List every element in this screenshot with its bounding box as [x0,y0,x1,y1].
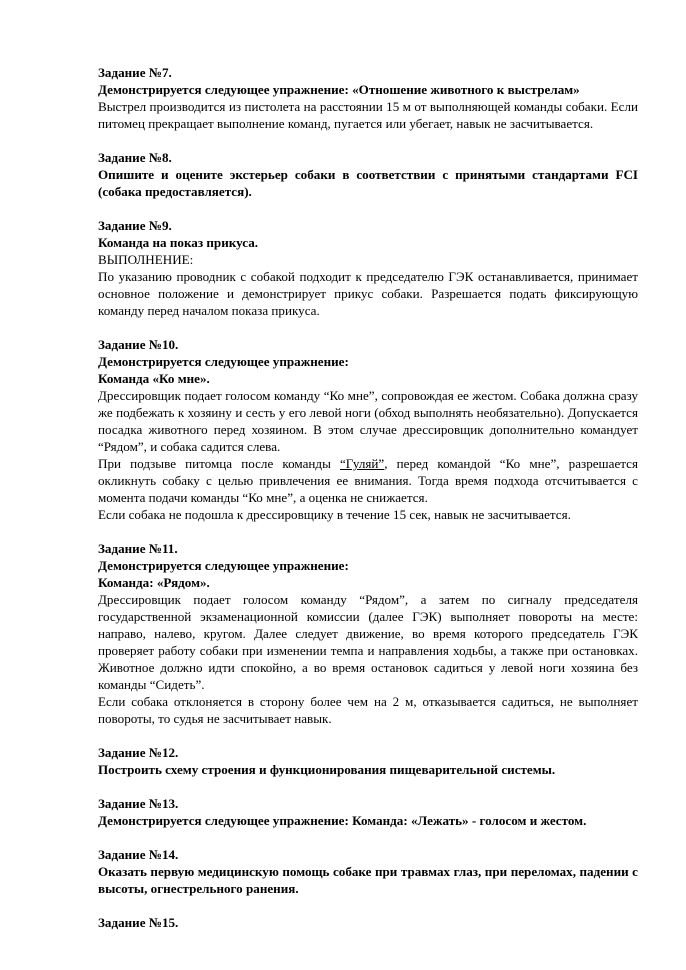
task-title: Задание №11. [98,541,178,556]
task-text: Дрессировщик подает голосом команду “Рядом”, а затем по сигналу председателя государственной экзаменационной комиссии (далее ГЭК) выполняет повороты на месте: направо, налево, кругом. Далее следует движение, во время которого председатель ГЭК проверяет работу собаки при изменении темпа и направления ходьбы, а также при остановках. Животное должно идти спокойно, а во время остановок садиться у левой ноги хозяина без команды “Сидеть”. [98,592,638,692]
task-15 [98,914,638,931]
task-title: Задание №12. [98,745,179,760]
text-fragment: , перед командой “Ко мне”, разрешается окликнуть собаку с целью привлечения ее внимания. Тогда время подхода отсчитывается с момента подачи команды “Ко мне”, а оценка не снижается. [98,456,638,505]
task-title: Задание №15. [98,915,179,930]
task-command: Команда «Ко мне». [98,371,210,386]
task-9 [98,217,638,319]
task-heading: Оказать первую медицинскую помощь собаке при травмах глаз, при переломах, падении с высоты, огнестрельного ранения. [98,864,638,896]
task-10 [98,336,638,523]
document-page [98,64,638,948]
task-title: Задание №14. [98,847,179,862]
task-text: По указанию проводник с собакой подходит к председателю ГЭК останавливается, принимает основное положение и демонстрирует прикус собаки. Разрешается подать фиксирующую команду перед началом показа прикуса. [98,269,638,318]
task-heading: Команда на показ прикуса. [98,235,259,250]
task-text: Дрессировщик подает голосом команду “Ко мне”, сопровождая ее жестом. Собака должна сразу же подбежать к хозяину и сесть у его левой ноги (обход выполнять необязательно). Допускается посадка животного перед хозяином. В этом случае дрессировщик дополнительно командует “Рядом”, и собака садится слева. [98,388,638,454]
task-title: Задание №9. [98,218,172,233]
task-heading: Демонстрируется следующее упражнение: «Отношение животного к выстрелам» [98,82,580,97]
task-heading: Построить схему строения и функционирования пищеварительной системы. [98,762,556,777]
task-text: Выстрел производится из пистолета на расстоянии 15 м от выполняющей команды собаки. Если питомец прекращает выполнение команд, пугается или убегает, навык не засчитывается. [98,99,638,131]
task-8 [98,149,638,200]
task-title: Задание №8. [98,150,172,165]
task-label: ВЫПОЛНЕНИЕ: [98,252,194,267]
task-text-3: Если собака не подошла к дрессировщику в течение 15 сек, навык не засчитывается. [98,507,571,522]
task-text-2: Если собака отклоняется в сторону более чем на 2 м, отказывается садиться, не выполняет повороты, то судья не засчитывает навык. [98,694,638,726]
task-heading: Демонстрируется следующее упражнение: Команда: «Лежать» - голосом и жестом. [98,813,587,828]
task-heading: Опишите и оцените экстерьер собаки в соответствии с принятыми стандартами FCI (собака предоставляется). [98,167,638,199]
task-heading: Демонстрируется следующее упражнение: [98,558,349,573]
task-11 [98,540,638,727]
task-heading: Демонстрируется следующее упражнение: [98,354,349,369]
task-title: Задание №10. [98,337,179,352]
task-title: Задание №7. [98,65,172,80]
task-12 [98,744,638,778]
task-command: Команда: «Рядом». [98,575,210,590]
text-fragment: При подзыве питомца после команды [98,456,340,471]
task-14 [98,846,638,897]
task-13 [98,795,638,829]
task-text-2 [98,455,638,506]
task-7 [98,64,638,132]
gulyai-link[interactable]: “Гуляй” [340,456,385,471]
task-title: Задание №13. [98,796,179,811]
